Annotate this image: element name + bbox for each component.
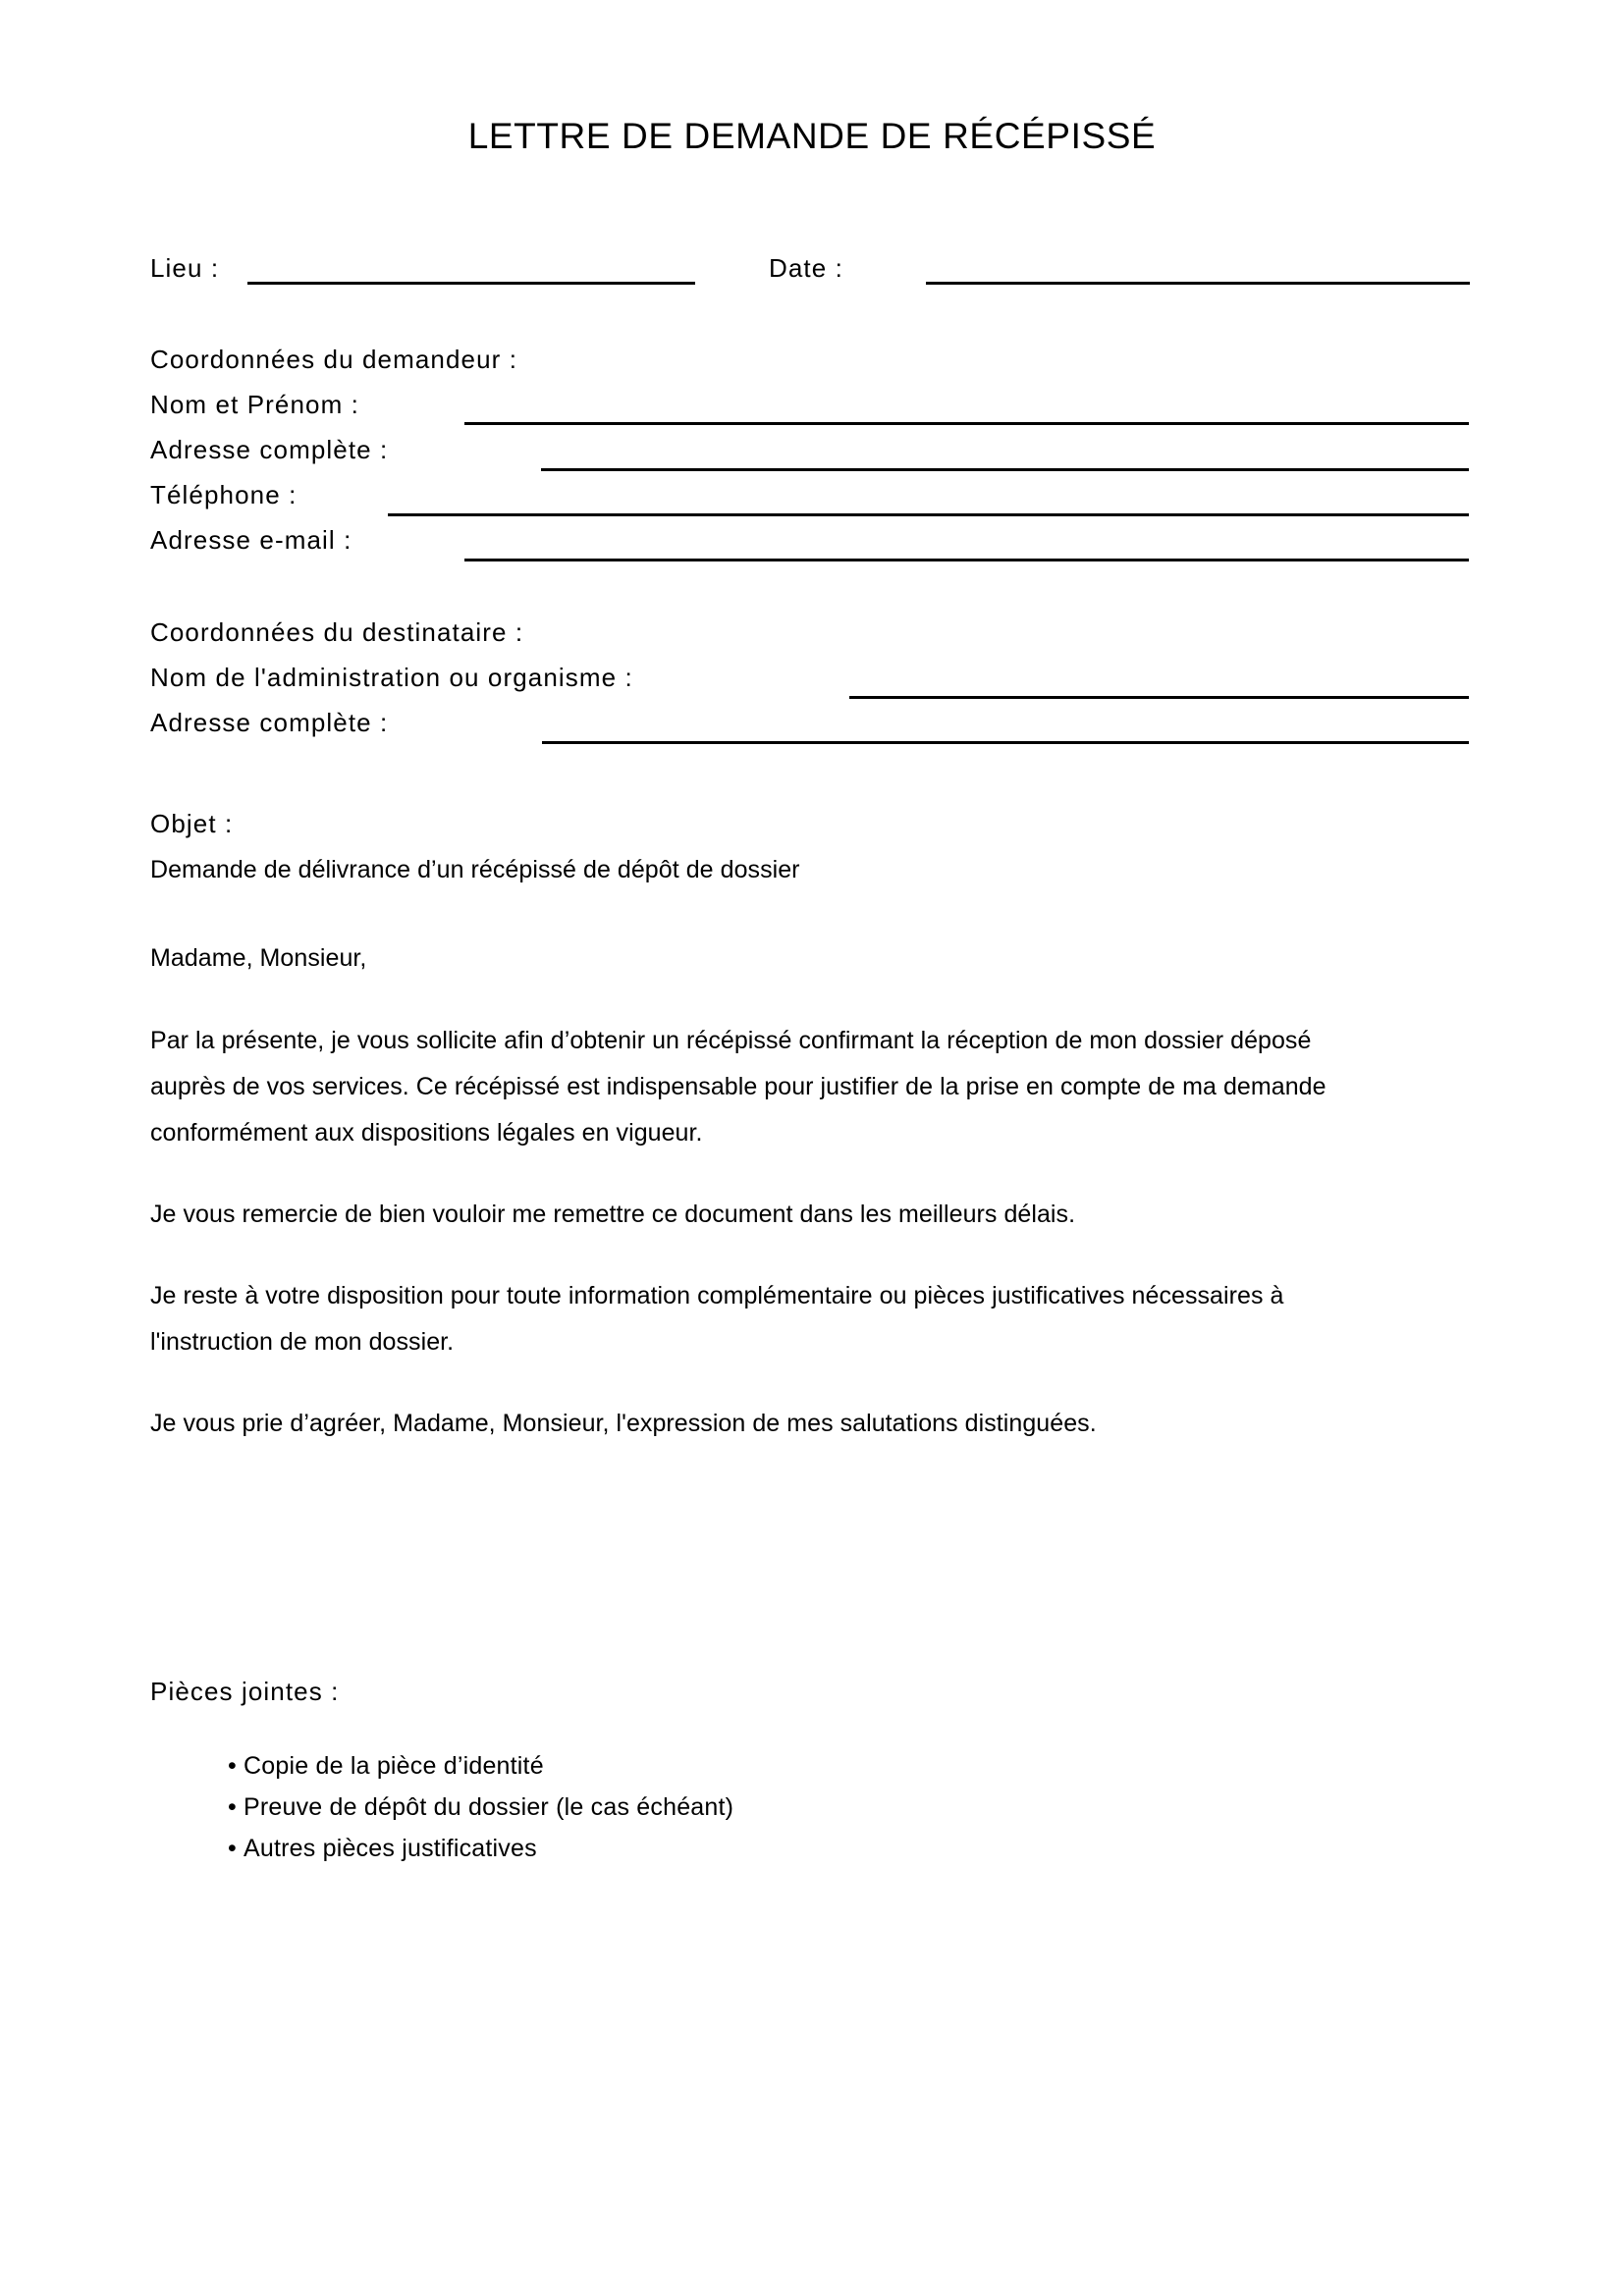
bullet-icon: • <box>228 1752 237 1780</box>
body-paragraph-1-line-2: auprès de vos services. Ce récépissé est indispensable pour justifier de la prise en compte de ma demande <box>150 1073 1326 1100</box>
sender-address-label: Adresse complète : <box>150 435 389 464</box>
body-paragraph-1-line-3: conformément aux dispositions légales en vigueur. <box>150 1119 703 1147</box>
recipient-organisation-fill-line[interactable] <box>849 696 1469 699</box>
list-item-label: Preuve de dépôt du dossier (le cas échéant) <box>244 1793 734 1821</box>
list-item-label: Copie de la pièce d’identité <box>244 1752 544 1780</box>
subject-label: Objet : <box>150 809 234 838</box>
list-item <box>228 1828 733 1869</box>
date-label: Date : <box>769 253 843 283</box>
body-paragraph-1-line-1: Par la présente, je vous sollicite afin d’obtenir un récépissé confirmant la réception de mon dossier déposé <box>150 1027 1312 1054</box>
sender-phone-label: Téléphone : <box>150 480 298 509</box>
recipient-address-label: Adresse complète : <box>150 708 389 737</box>
sender-phone-fill-line[interactable] <box>388 513 1469 516</box>
lieu-label: Lieu : <box>150 253 220 283</box>
sender-email-label: Adresse e-mail : <box>150 525 352 555</box>
recipient-block-heading: Coordonnées du destinataire : <box>150 617 524 647</box>
page-title: LETTRE DE DEMANDE DE RÉCÉPISSÉ <box>467 116 1157 156</box>
sender-email-fill-line[interactable] <box>464 559 1469 561</box>
list-item <box>228 1787 733 1828</box>
body-paragraph-3-line-1: Je reste à votre disposition pour toute information complémentaire ou pièces justificatives nécessaires à <box>150 1282 1284 1309</box>
attachments-list <box>228 1745 733 1869</box>
recipient-address-fill-line[interactable] <box>542 741 1469 744</box>
sender-name-fill-line[interactable] <box>464 422 1469 425</box>
closing-salutation: Je vous prie d’agréer, Madame, Monsieur, l'expression de mes salutations distinguées. <box>150 1410 1097 1437</box>
bullet-icon: • <box>228 1835 237 1862</box>
attachments-heading: Pièces jointes : <box>150 1677 340 1706</box>
salutation: Madame, Monsieur, <box>150 944 367 972</box>
list-item <box>228 1745 733 1787</box>
date-fill-line[interactable] <box>926 282 1470 285</box>
sender-name-label: Nom et Prénom : <box>150 390 360 419</box>
subject-text: Demande de délivrance d’un récépissé de dépôt de dossier <box>150 856 800 883</box>
list-item-label: Autres pièces justificatives <box>244 1835 537 1862</box>
bullet-icon: • <box>228 1793 237 1821</box>
lieu-fill-line[interactable] <box>247 282 695 285</box>
recipient-organisation-label: Nom de l'administration ou organisme : <box>150 663 633 692</box>
sender-block-heading: Coordonnées du demandeur : <box>150 345 518 374</box>
sender-address-fill-line[interactable] <box>541 468 1469 471</box>
body-paragraph-3-line-2: l'instruction de mon dossier. <box>150 1328 455 1356</box>
body-paragraph-2: Je vous remercie de bien vouloir me remettre ce document dans les meilleurs délais. <box>150 1201 1076 1228</box>
